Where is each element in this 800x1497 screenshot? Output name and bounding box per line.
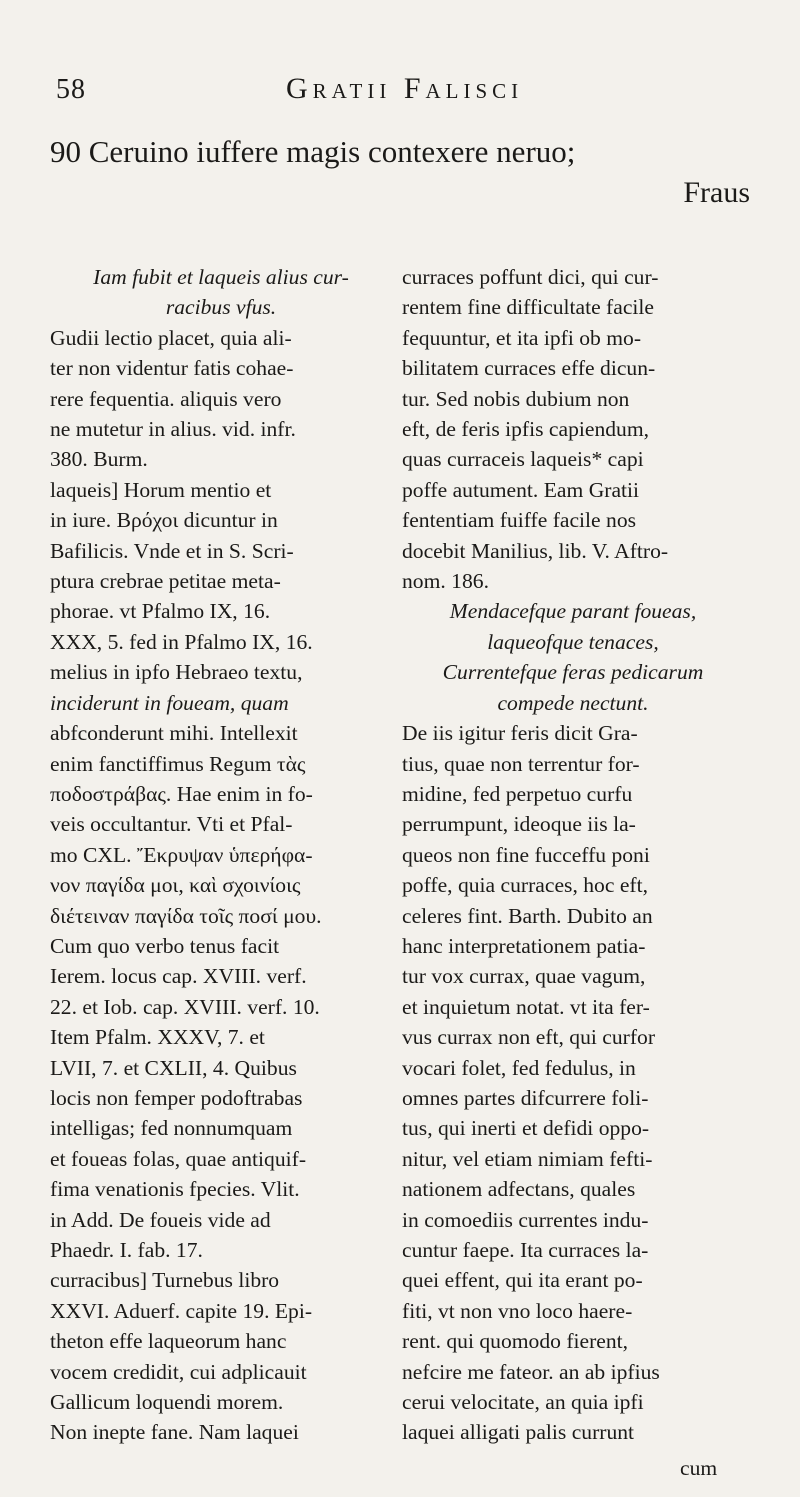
page-catchword: cum [680, 1456, 718, 1480]
text-line: ne mutetur in alius. vid. infr. [50, 417, 296, 442]
quote-line: Currentefque feras pedicarum [442, 660, 704, 685]
text-line: cerui velocitate, an quia ipfi [402, 1390, 644, 1415]
text-line: XXVI. Aduerf. capite 19. Epi- [50, 1298, 313, 1323]
text-line: poffe autument. Eam Gratii [402, 477, 640, 502]
text-line: tius, quae non terrentur for- [402, 751, 640, 776]
text-line: rent. qui quomodo fierent, [402, 1329, 629, 1354]
text-line: theton effe laqueorum hanc [50, 1329, 287, 1354]
text-line: nationem adfectans, quales [402, 1177, 636, 1202]
page-number: 58 [56, 74, 86, 105]
text-line: Bafilicis. Vnde et in S. Scri- [50, 538, 294, 563]
text-line: XXX, 5. fed in Pfalmo IX, 16. [50, 629, 313, 654]
text-line: Ierem. locus cap. XVIII. verf. [50, 964, 307, 989]
text-line: vus currax non eft, qui curfor [402, 1025, 656, 1050]
text-line: Gudii lectio placet, quia ali- [50, 325, 292, 350]
text-line: tur. Sed nobis dubium non [402, 386, 630, 411]
text-line: LVII, 7. et CXLII, 4. Quibus [50, 1055, 297, 1080]
text-line: midine, fed perpetuo curfu [402, 781, 633, 806]
text-line: ter non videntur fatis cohae- [50, 356, 294, 381]
quote-line: laqueofque tenaces, [487, 629, 659, 654]
text-line: in iure. Βρόχοι dicuntur in [50, 508, 278, 533]
verse-catchword: Fraus [683, 176, 750, 209]
verse-number: 90 [50, 134, 81, 169]
text-line: perrumpunt, ideoque iis la- [402, 812, 636, 837]
lemma-line: racibus vfus. [165, 295, 277, 320]
text-line: nefcire me fateor. an ab ipfius [402, 1359, 660, 1384]
text-line: in Add. De foueis vide ad [50, 1207, 271, 1232]
text-line: Non inepte fane. Nam laquei [50, 1420, 299, 1445]
text-line: in comoediis currentes indu- [402, 1207, 649, 1232]
text-line: cuntur faepe. Ita curraces la- [402, 1238, 649, 1262]
text-line: quas curraceis laqueis* capi [402, 447, 644, 472]
text-line: tus, qui inerti et defidi oppo- [402, 1116, 650, 1141]
text-line: queos non fine fucceffu poni [402, 842, 650, 867]
text-line: fententiam fuiffe facile nos [402, 508, 637, 533]
poem-verse [50, 132, 750, 172]
text-line: phorae. vt Pfalmo IX, 16. [50, 599, 271, 624]
text-line: διέτειναν παγίδα τοῖς ποσί μου. [50, 903, 322, 928]
lemma-line: Iam fubit et laqueis alius cur- [93, 265, 349, 289]
text-line: enim fanctiffimus Regum τὰς [50, 751, 306, 776]
text-line: omnes partes difcurrere foli- [402, 1085, 649, 1110]
text-line: Item Pfalm. XXXV, 7. et [50, 1025, 265, 1050]
text-line: poffe, quia curraces, hoc eft, [402, 873, 649, 898]
text-line: rere fequentia. aliquis vero [50, 386, 282, 411]
text-line: nitur, vel etiam nimiam fefti- [402, 1146, 653, 1171]
text-line: fiti, vt non vno loco haere- [402, 1298, 633, 1323]
text-line: bilitatem curraces effe dicun- [402, 356, 656, 381]
text-line: Phaedr. I. fab. 17. [50, 1238, 203, 1262]
text-line: laquei alligati palis currunt [402, 1420, 635, 1445]
text-line: veis occultantur. Vti et Pfal- [50, 812, 293, 837]
verse-text: Ceruino iuffere magis contexere neruo; [88, 134, 576, 169]
text-line: fima venationis fpecies. Vlit. [50, 1177, 300, 1202]
text-line: tur vox currax, quae vagum, [402, 964, 646, 989]
text-line: et inquietum notat. vt ita fer- [402, 994, 650, 1019]
text-line: docebit Manilius, lib. V. Aftro- [402, 538, 669, 563]
text-line: 22. et Iob. cap. XVIII. verf. 10. [50, 994, 320, 1019]
text-line: hanc interpretationem patia- [402, 933, 646, 958]
commentary-left-column [50, 262, 392, 1448]
text-line: rentem fine difficultate facile [402, 295, 654, 320]
text-line: abfconderunt mihi. Intellexit [50, 721, 298, 746]
quote-line: compede nectunt. [497, 690, 649, 715]
text-line: vocem credidit, cui adplicauit [50, 1359, 307, 1384]
text-line: inciderunt in foueam, quam [50, 690, 289, 715]
text-line: nom. 186. [402, 569, 489, 594]
text-line: curracibus] Turnebus libro [50, 1268, 280, 1293]
running-title: Gratii Falisci [286, 72, 524, 105]
text-line: curraces poffunt dici, qui cur- [402, 265, 659, 289]
text-line: Gallicum loquendi morem. [50, 1390, 284, 1415]
text-line: melius in ipfo Hebraeo textu, [50, 660, 303, 685]
text-line: ptura crebrae petitae meta- [50, 569, 281, 594]
commentary-right-column [402, 262, 744, 1448]
running-header [56, 70, 744, 114]
text-line: laqueis] Horum mentio et [50, 477, 272, 502]
text-line: De iis igitur feris dicit Gra- [402, 721, 638, 746]
text-line: fequuntur, et ita ipfi ob mo- [402, 325, 642, 350]
text-line: eft, de feris ipfis capiendum, [402, 417, 650, 442]
quote-line: Mendacefque parant foueas, [449, 599, 697, 624]
text-line: vocari folet, fed fedulus, in [402, 1055, 636, 1080]
text-line: Cum quo verbo tenus facit [50, 933, 280, 958]
text-line: mo CXL. Ἔκρυψαν ὑπερήφα- [50, 842, 313, 867]
text-line: intelligas; fed nonnumquam [50, 1116, 293, 1141]
text-line: celeres fint. Barth. Dubito an [402, 903, 653, 928]
text-line: 380. Burm. [50, 447, 148, 472]
text-line: et foueas folas, quae antiquif- [50, 1146, 307, 1171]
text-line: quei effent, qui ita erant po- [402, 1268, 643, 1293]
text-line: locis non femper podoftrabas [50, 1085, 303, 1110]
text-line: νον παγίδα μοι, καὶ σχοινίοις [50, 873, 301, 898]
text-line: ποδοστράβας. Hae enim in fo- [50, 781, 313, 806]
